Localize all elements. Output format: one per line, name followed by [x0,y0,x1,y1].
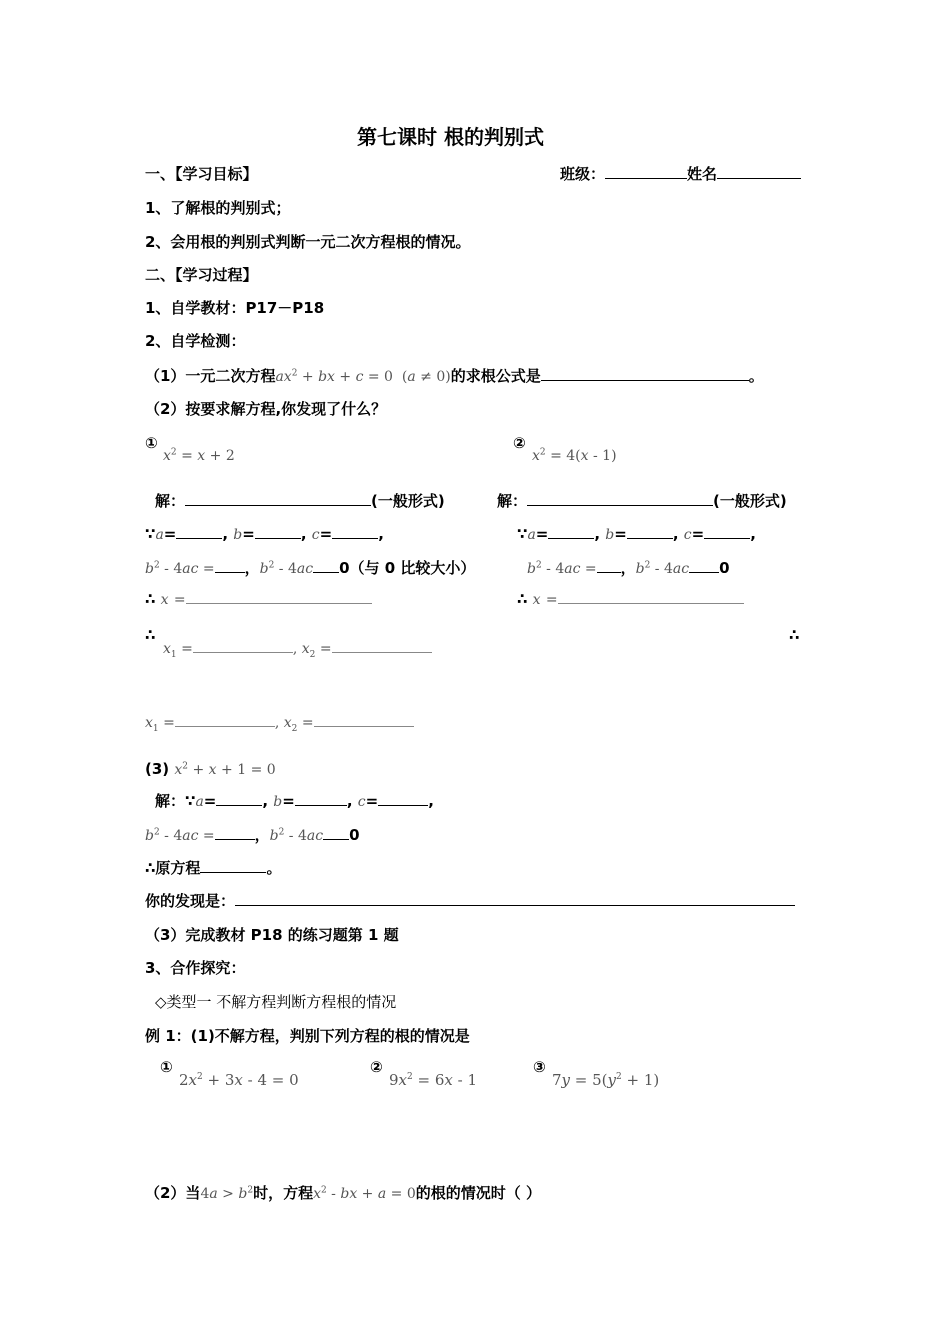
therefore-symbol-4: ∴ [789,626,800,644]
page-title: 第七课时 根的判别式 [357,125,544,149]
original-equation-line: ∴原方程 。 [145,859,282,877]
class-label: 班级： [560,165,606,183]
goal-2: 2、会用根的判别式判断一元二次方程根的情况。 [145,233,471,251]
x-blank-1[interactable] [186,589,372,604]
a-blank-3[interactable] [216,791,262,806]
discriminant-blank-2[interactable] [597,558,621,573]
x-line-2: ∴ x = [517,589,744,610]
c-blank-2[interactable] [704,524,750,539]
solve-line-2 [497,491,787,511]
example-equation-3: $7y = 5(y^2 + 1)$ [552,1071,660,1089]
general-form-label: (一般形式) [713,492,787,510]
example-1: 例 1：(1)不解方程，判别下列方程的根的情况是 [145,1027,470,1045]
original-blank[interactable] [200,858,266,873]
coefficients-2: ∵a= , b= , c= , [517,525,756,543]
solve-line-1 [155,491,445,511]
discriminant-line-2: $b^2 - 4ac$ = ，$b^2 - 4ac$ 0 [527,559,730,577]
example-equation-2: $9x^2 = 6x - 1$ [389,1071,478,1089]
b-blank-2[interactable] [627,524,673,539]
process-step-3: 3、合作探究： [145,959,246,977]
x1-blank-1[interactable] [193,638,293,653]
question-3-equation: (3) $x^2 + x + 1 = 0$ [145,760,276,778]
x-line-1: ∴ x = [145,589,372,610]
a-blank-2[interactable] [548,524,594,539]
roots-line-2: $x_1$ = , $x_2$ = [145,712,414,733]
x-blank-2[interactable] [558,589,744,604]
c-blank-1[interactable] [332,524,378,539]
question-1-end: 。 [748,367,764,385]
therefore-symbol-3: ∴ [145,626,156,644]
part-2-mid: 时，方程 [253,1184,314,1202]
because-symbol: ∵ [145,525,156,543]
question-1 [145,366,764,387]
process-step-1: 1、自学教材：P17－P18 [145,299,325,317]
equation-general: $ax^2$ + bx + c = 0 (a ≠ 0) [275,368,451,385]
solve-label: 解： [497,492,528,510]
because-symbol: ∵ [517,525,528,543]
question-2: （2）按要求解方程,你发现了什么？ [145,400,387,418]
discriminant-line-3: $b^2 - 4ac$ = ，$b^2 - 4ac$ 0 [145,826,360,844]
circle-2: ② [513,434,526,452]
name-blank[interactable] [717,164,801,179]
solve-because-label: 解：∵ [155,792,196,810]
discovery-label: 你的发现是： [145,892,236,910]
question-1-lead: （1）一元二次方程 [145,367,276,385]
part-2-lead: （2）当 [145,1184,201,1202]
class-blank[interactable] [605,164,687,179]
roots-line-1: $x_1$ = , $x_2$ = [163,638,432,659]
question-3-label: (3) [145,760,170,778]
equation-1: $x^2 = x + 2$ [163,447,235,464]
type-one-heading: ◇类型一 不解方程判断方程根的情况 [155,993,397,1011]
equation-2: $x^2 = 4(x - 1)$ [532,447,617,464]
compare-note: （与 0 比较大小） [349,559,476,577]
x2-blank-1[interactable] [332,638,432,653]
section-process-heading: 二、【学习过程】 [145,266,258,284]
circle-1: ① [145,434,158,452]
discriminant-line-1: $b^2 - 4ac$ = ，$b^2 - 4ac$ 0（与 0 比较大小） [145,559,476,577]
general-form-blank-1[interactable] [185,491,371,506]
b-blank-3[interactable] [295,791,347,806]
part-2-end: 的根的情况时（ ） [415,1184,541,1202]
circle-ex-1: ① [160,1058,173,1076]
goal-1: 1、了解根的判别式； [145,199,291,217]
a-blank-1[interactable] [176,524,222,539]
question-1-mid: 的求根公式是 [450,367,541,385]
example-1-part-2: （2）当$4a > b^2$时，方程$x^2$ - bx + a = 0的根的情况时（ ） [145,1184,541,1202]
b-blank-1[interactable] [255,524,301,539]
c-blank-3[interactable] [378,791,428,806]
formula-blank[interactable] [541,366,749,381]
coefficients-3: 解：∵a= , b= , c= , [155,792,434,810]
discovery-line [145,891,795,911]
circle-ex-2: ② [370,1058,383,1076]
solve-label: 解： [155,492,186,510]
original-label: ∴原方程 [145,859,201,877]
compare-blank-2[interactable] [689,558,719,573]
discriminant-blank-1[interactable] [215,558,245,573]
compare-blank-1[interactable] [313,558,339,573]
therefore-symbol: ∴ [517,590,528,608]
process-step-2: 2、自学检测： [145,332,246,350]
therefore-symbol: ∴ [145,590,156,608]
x1-blank-2[interactable] [175,712,275,727]
compare-blank-3[interactable] [323,825,349,840]
class-name-line [560,164,801,184]
discriminant-blank-3[interactable] [215,825,255,840]
section-goals-heading: 一、【学习目标】 [145,165,258,183]
coefficients-1: ∵a= , b= , c= , [145,525,384,543]
example-equation-1: $2x^2 + 3x - 4 = 0$ [179,1071,299,1089]
x2-blank-2[interactable] [314,712,414,727]
circle-ex-3: ③ [533,1058,546,1076]
textbook-exercise: （3）完成教材 P18 的练习题第 1 题 [145,926,399,944]
general-form-blank-2[interactable] [527,491,713,506]
general-form-label: (一般形式) [371,492,445,510]
name-label: 姓名 [687,165,718,183]
discovery-blank[interactable] [235,891,795,906]
